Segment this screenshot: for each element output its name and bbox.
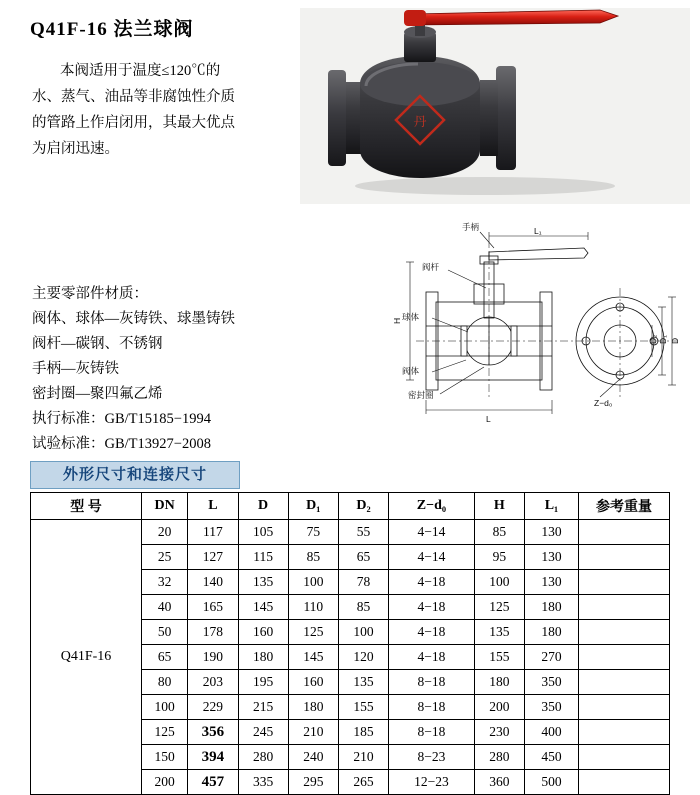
cell-d2: 265 — [338, 770, 388, 795]
materials-block — [32, 282, 292, 457]
product-photo — [300, 8, 690, 204]
cell-d1: 240 — [288, 745, 338, 770]
cell-h: 360 — [474, 770, 524, 795]
materials-line-4: 密封圈—聚四氟乙烯 — [32, 386, 163, 402]
cell-dn: 65 — [141, 645, 187, 670]
cell-d: 280 — [238, 745, 288, 770]
cell-weight — [579, 520, 670, 545]
cell-d2: 78 — [338, 570, 388, 595]
cell-d2: 55 — [338, 520, 388, 545]
section-header-label: 外形尺寸和连接尺寸 — [62, 467, 207, 483]
materials-line-5: 执行标准：GB/T15185−1994 — [32, 411, 211, 427]
cell-dn: 80 — [141, 670, 187, 695]
cell-l1: 130 — [524, 520, 578, 545]
cell-d1: 100 — [288, 570, 338, 595]
th-l1: L₁ — [524, 493, 578, 520]
cell-weight — [579, 770, 670, 795]
cell-dn: 20 — [141, 520, 187, 545]
cell-z-do: 8−18 — [389, 720, 475, 745]
cell-d1: 75 — [288, 520, 338, 545]
table-row — [31, 520, 670, 545]
cell-d1: 180 — [288, 695, 338, 720]
cell-d: 145 — [238, 595, 288, 620]
cell-d2: 210 — [338, 745, 388, 770]
cell-h: 155 — [474, 645, 524, 670]
valve-cross-section-drawing — [388, 222, 688, 442]
cell-d: 245 — [238, 720, 288, 745]
th-l: L — [188, 493, 238, 520]
cell-dn: 50 — [141, 620, 187, 645]
ball-valve-illustration — [300, 8, 690, 204]
intro-paragraph — [32, 58, 264, 162]
cell-d: 160 — [238, 620, 288, 645]
cell-l1: 270 — [524, 645, 578, 670]
cell-h: 85 — [474, 520, 524, 545]
cell-d2: 120 — [338, 645, 388, 670]
cell-dn: 40 — [141, 595, 187, 620]
cell-z-do: 4−18 — [389, 570, 475, 595]
cell-z-do: 4−18 — [389, 645, 475, 670]
svg-text:丹: 丹 — [413, 114, 427, 129]
dimensions-table — [30, 492, 670, 795]
cell-d: 335 — [238, 770, 288, 795]
cell-weight — [579, 570, 670, 595]
cell-l1: 130 — [524, 570, 578, 595]
cell-h: 200 — [474, 695, 524, 720]
cell-l: 117 — [188, 520, 238, 545]
cell-z-do: 4−14 — [389, 520, 475, 545]
cell-z-do: 8−18 — [389, 670, 475, 695]
label-ball: 球体 — [402, 312, 420, 322]
intro-line-3: 的管路上作启闭用，其最大优点 — [32, 115, 235, 131]
cell-h: 95 — [474, 545, 524, 570]
cell-l1: 180 — [524, 595, 578, 620]
cell-l: 140 — [188, 570, 238, 595]
cell-d: 135 — [238, 570, 288, 595]
th-z-do: Z−d₀ — [389, 493, 475, 520]
cell-d1: 145 — [288, 645, 338, 670]
cell-l: 356 — [188, 720, 238, 745]
cell-dn: 200 — [141, 770, 187, 795]
cell-l: 394 — [188, 745, 238, 770]
cell-dn: 32 — [141, 570, 187, 595]
cell-weight — [579, 545, 670, 570]
intro-line-4: 为启闭迅速。 — [32, 141, 119, 157]
cell-z-do: 4−14 — [389, 545, 475, 570]
section-header — [30, 461, 240, 489]
cell-l1: 450 — [524, 745, 578, 770]
cell-weight — [579, 695, 670, 720]
th-h: H — [474, 493, 524, 520]
label-body: 阀体 — [402, 366, 420, 376]
cell-d2: 65 — [338, 545, 388, 570]
cell-d2: 85 — [338, 595, 388, 620]
cell-l: 165 — [188, 595, 238, 620]
cell-weight — [579, 745, 670, 770]
label-handle: 手柄 — [462, 222, 480, 232]
cell-model: Q41F-16 — [31, 520, 142, 795]
cell-d1: 85 — [288, 545, 338, 570]
cell-dn: 125 — [141, 720, 187, 745]
cell-l: 203 — [188, 670, 238, 695]
cell-d1: 125 — [288, 620, 338, 645]
cell-z-do: 8−23 — [389, 745, 475, 770]
cell-d1: 295 — [288, 770, 338, 795]
cell-d1: 160 — [288, 670, 338, 695]
table-body — [31, 520, 670, 795]
intro-line-1: 本阀适用于温度≤120℃的 — [60, 63, 221, 79]
label-d1: D₁ — [658, 334, 668, 344]
materials-heading: 主要零部件材质： — [32, 286, 148, 302]
cell-d: 195 — [238, 670, 288, 695]
cell-dn: 100 — [141, 695, 187, 720]
materials-line-6: 试验标准：GB/T13927−2008 — [32, 436, 211, 452]
cell-l: 127 — [188, 545, 238, 570]
cell-l1: 350 — [524, 670, 578, 695]
cell-d2: 100 — [338, 620, 388, 645]
label-stem: 阀杆 — [422, 262, 440, 272]
th-d2: D₂ — [338, 493, 388, 520]
cell-h: 180 — [474, 670, 524, 695]
label-l: L — [486, 414, 491, 424]
cell-l: 457 — [188, 770, 238, 795]
cell-d2: 185 — [338, 720, 388, 745]
label-d: D — [670, 337, 680, 344]
cell-weight — [579, 595, 670, 620]
label-l1: L₁ — [534, 226, 542, 236]
label-h-dim: H — [392, 317, 402, 324]
materials-line-1: 阀体、球体—灰铸铁、球墨铸铁 — [32, 311, 235, 327]
cell-d1: 210 — [288, 720, 338, 745]
cell-d: 115 — [238, 545, 288, 570]
table-header-row — [31, 493, 670, 520]
cell-h: 100 — [474, 570, 524, 595]
page-title: Q41F-16 法兰球阀 — [30, 19, 194, 40]
cell-l: 178 — [188, 620, 238, 645]
th-d1: D₁ — [288, 493, 338, 520]
th-d: D — [238, 493, 288, 520]
cell-l1: 350 — [524, 695, 578, 720]
cell-d2: 135 — [338, 670, 388, 695]
label-seal: 密封圈 — [408, 390, 434, 400]
cell-d2: 155 — [338, 695, 388, 720]
materials-line-2: 阀杆—碳钢、不锈钢 — [32, 336, 163, 352]
cell-h: 280 — [474, 745, 524, 770]
cell-weight — [579, 720, 670, 745]
th-dn: DN — [141, 493, 187, 520]
cell-weight — [579, 645, 670, 670]
cell-h: 135 — [474, 620, 524, 645]
cell-l1: 130 — [524, 545, 578, 570]
cell-h: 230 — [474, 720, 524, 745]
cell-z-do: 8−18 — [389, 695, 475, 720]
cell-weight — [579, 670, 670, 695]
cell-z-do: 12−23 — [389, 770, 475, 795]
cell-d: 215 — [238, 695, 288, 720]
cell-z-do: 4−18 — [389, 595, 475, 620]
cell-dn: 25 — [141, 545, 187, 570]
cell-l1: 400 — [524, 720, 578, 745]
cell-d1: 110 — [288, 595, 338, 620]
cell-l: 190 — [188, 645, 238, 670]
th-weight: 参考重量 — [579, 493, 670, 520]
cell-d: 105 — [238, 520, 288, 545]
cell-weight — [579, 620, 670, 645]
cell-dn: 150 — [141, 745, 187, 770]
materials-line-3: 手柄—灰铸铁 — [32, 361, 119, 377]
label-d2: D₂ — [648, 334, 658, 344]
th-model: 型 号 — [31, 493, 142, 520]
cell-d: 180 — [238, 645, 288, 670]
cell-z-do: 4−18 — [389, 620, 475, 645]
cell-l: 229 — [188, 695, 238, 720]
technical-drawing — [388, 222, 688, 442]
cell-l1: 180 — [524, 620, 578, 645]
cell-l1: 500 — [524, 770, 578, 795]
label-z-do: Z−d₀ — [594, 398, 613, 408]
intro-line-2: 水、蒸气、油品等非腐蚀性介质 — [32, 89, 235, 105]
cell-h: 125 — [474, 595, 524, 620]
